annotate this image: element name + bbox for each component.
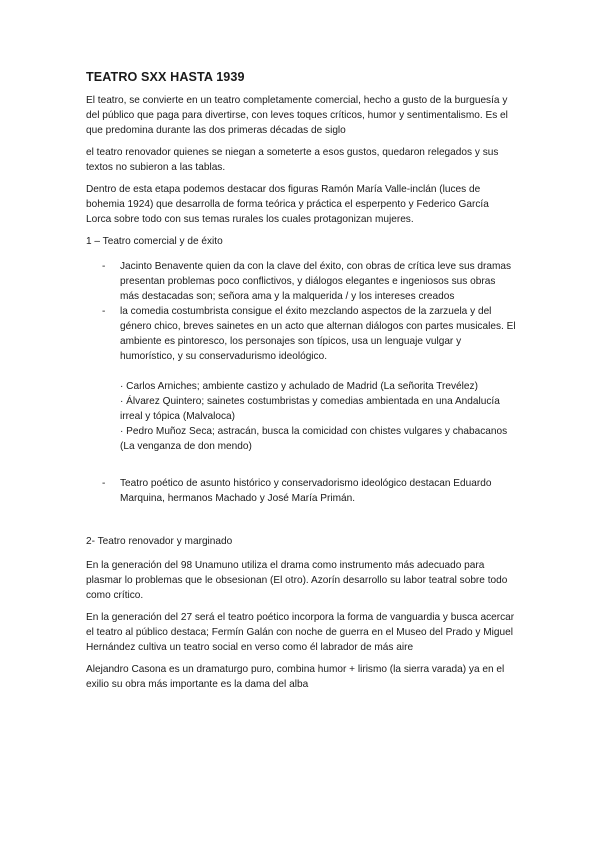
section-1-heading: 1 – Teatro comercial y de éxito (86, 236, 223, 247)
section-1-list-continued (86, 476, 516, 506)
list-item-text: Jacinto Benavente quien da con la clave del éxito, con obras de crítica leve sus dramas presentan problemas poco conflictivos, y diálogos elegantes e ingeniosos sus obras más destacadas son; señora ama y la malquerida / y los intereses creados (120, 261, 512, 302)
sub-item-munoz-seca: · Pedro Muñoz Seca; astracán, busca la comicidad con chistes vulgares y chabacanos (La venganza de don mendo) (120, 426, 508, 452)
section-2-heading: 2- Teatro renovador y marginado (86, 536, 233, 547)
sub-item-quintero: · Álvarez Quintero; sainetes costumbristas y comedias ambientada en una Andalucía irreal y tópica (Malvaloca) (120, 396, 500, 422)
intro-paragraph-3: Dentro de esta etapa podemos destacar dos figuras Ramón María Valle-inclán (luces de bohemia 1924) que desarrolla de forma teórica y práctica el esperpento y Federico García Lorca sobre todo con sus temas rurales los cuales protagonizan mujeres. (86, 184, 489, 225)
authors-sublist (86, 379, 516, 454)
document-title: TEATRO SXX HASTA 1939 (86, 70, 245, 84)
document-body (86, 70, 516, 699)
dash-bullet: - (102, 261, 106, 272)
list-item-comedia-costumbrista (86, 304, 516, 364)
dash-bullet: - (102, 478, 106, 489)
list-item-text: la comedia costumbrista consigue el éxito mezclando aspectos de la zarzuela y del género chico, breves sainetes en un acto que alternan diálogos con partes musicales. El ambiente es pintoresco, los personajes son típicos, usa un lenguaje vulgar y humorístico, y su conservadurismo ideológico. (120, 306, 516, 362)
section-2-paragraph-2: En la generación del 27 será el teatro poético incorpora la forma de vanguardia y busca acercar el teatro al público destaca; Fermín Galán con noche de guerra en el Museo del Prado y Miguel Hernández cultiva un teatro social en verso como él labrador de más aire (86, 612, 515, 653)
section-2-paragraph-3: Alejandro Casona es un dramaturgo puro, combina humor + lirismo (la sierra varada) ya en el exilio su obra más importante es la dama del alba (86, 664, 505, 690)
dash-bullet: - (102, 306, 106, 317)
list-item-benavente (86, 259, 516, 304)
intro-paragraph-1: El teatro, se convierte en un teatro completamente comercial, hecho a gusto de la burguesía y del público que paga para divertirse, con leves toques críticos, humor y sentimentalismo. Es el que predomina durante las dos primeras décadas de siglo (86, 95, 508, 136)
section-2-paragraph-1: En la generación del 98 Unamuno utiliza el drama como instrumento más adecuado para plasmar lo problemas que le obsesionan (El otro). Azorín desarrollo su labor teatral sobre todo como crítico. (86, 560, 508, 601)
sub-item-arniches: · Carlos Arniches; ambiente castizo y achulado de Madrid (La señorita Trevélez) (120, 381, 478, 392)
intro-paragraph-2: el teatro renovador quienes se niegan a someterte a esos gustos, quedaron relegados y sus textos no subieron a las tablas. (86, 147, 499, 173)
list-item-teatro-poetico (86, 476, 516, 506)
section-1-list (86, 259, 516, 364)
list-item-text: Teatro poético de asunto histórico y conservadorismo ideológico destacan Eduardo Marquina, hermanos Machado y José María Primán. (120, 478, 492, 504)
